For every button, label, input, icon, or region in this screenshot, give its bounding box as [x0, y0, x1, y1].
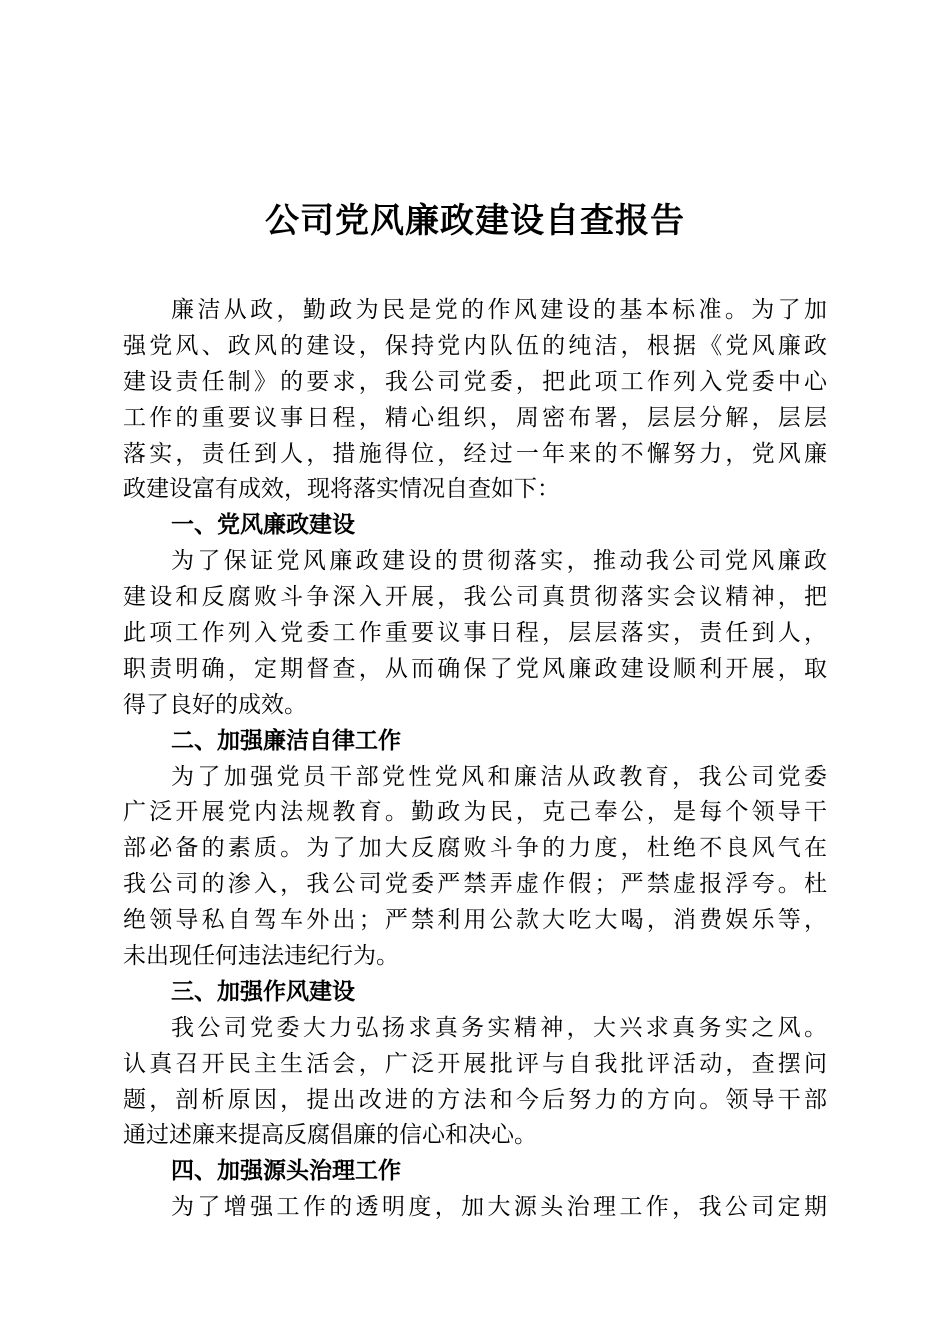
document-body	[123, 293, 827, 1226]
paragraph-line: 部必备的素质。为了加大反腐败斗争的力度，杜绝不良风气在	[123, 835, 827, 862]
paragraph-line: 为了保证党风廉政建设的贯彻落实，推动我公司党风廉政	[171, 548, 827, 575]
paragraph-line: 通过述廉来提高反腐倡廉的信心和决心。	[123, 1122, 537, 1149]
paragraph-line: 廉洁从政，勤政为民是党的作风建设的基本标准。为了加	[171, 297, 827, 323]
paragraph-line: 得了良好的成效。	[123, 691, 307, 718]
section-heading: 四、加强源头治理工作	[171, 1158, 401, 1185]
section-2	[123, 724, 827, 975]
paragraph-line: 题，剖析原因，提出改进的方法和今后努力的方向。领导干部	[123, 1086, 827, 1113]
paragraph-line: 此项工作列入党委工作重要议事日程，层层落实，责任到人，	[123, 620, 827, 647]
document-title: 公司党风廉政建设自查报告	[265, 201, 685, 241]
paragraph-line: 认真召开民主生活会，广泛开展批评与自我批评活动，查摆问	[123, 1050, 827, 1077]
paragraph-line: 绝领导私自驾车外出；严禁利用公款大吃大喝，消费娱乐等，	[123, 907, 827, 934]
intro-paragraph	[123, 293, 827, 508]
section-3	[123, 975, 827, 1154]
paragraph-line: 我公司党委大力弘扬求真务实精神，大兴求真务实之风。	[171, 1014, 827, 1041]
paragraph-line: 为了加强党员干部党性党风和廉洁从政教育，我公司党委	[171, 763, 827, 790]
paragraph-line: 未出现任何违法违纪行为。	[123, 943, 399, 970]
section-1	[123, 508, 827, 723]
paragraph-line: 我公司的渗入，我公司党委严禁弄虚作假；严禁虚报浮夸。杜	[123, 871, 827, 898]
paragraph-line: 强党风、政风的建设，保持党内队伍的纯洁，根据《党风廉政	[123, 332, 827, 359]
paragraph-line: 工作的重要议事日程，精心组织，周密布署，层层分解，层层	[123, 404, 827, 431]
paragraph-line: 建设和反腐败斗争深入开展，我公司真贯彻落实会议精神，把	[123, 584, 827, 611]
paragraph-line: 落实，责任到人，措施得位，经过一年来的不懈努力，党风廉	[123, 440, 827, 467]
paragraph-line: 政建设富有成效，现将落实情况自查如下：	[123, 476, 560, 503]
section-heading: 三、加强作风建设	[171, 978, 355, 1005]
paragraph-line: 为了增强工作的透明度，加大源头治理工作，我公司定期	[171, 1194, 827, 1221]
paragraph-line: 职责明确，定期督查，从而确保了党风廉政建设顺利开展，取	[123, 655, 827, 682]
section-heading: 二、加强廉洁自律工作	[171, 727, 401, 754]
section-4	[123, 1154, 827, 1226]
paragraph-line: 建设责任制》的要求，我公司党委，把此项工作列入党委中心	[123, 368, 827, 395]
section-heading: 一、党风廉政建设	[171, 512, 355, 539]
paragraph-line: 广泛开展党内法规教育。勤政为民，克己奉公，是每个领导干	[123, 799, 827, 826]
